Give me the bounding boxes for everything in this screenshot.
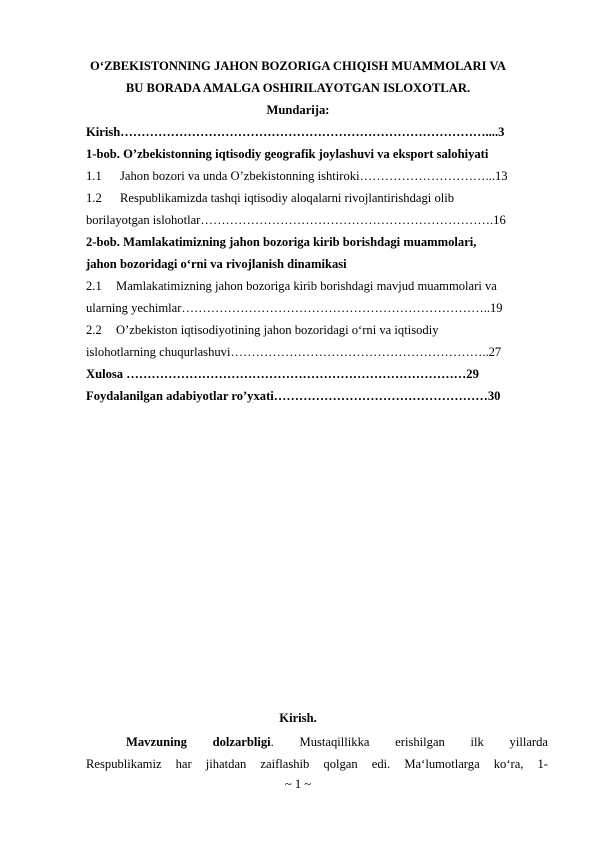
toc-section-text: Mamlakatimizning jahon bozoriga kirib borishdagi mavjud muammolari va (116, 279, 497, 293)
toc-entry-2-1 (86, 278, 497, 294)
intro-line-1-rest: . Mustaqillikka erishilgan ilk yillarda (270, 735, 548, 749)
toc-entry-2-2 (86, 322, 439, 338)
toc-heading: Mundarija: (266, 103, 330, 117)
toc-section-number: 1.1 (86, 169, 102, 183)
intro-lead-bold: Mavzuning dolzarbligi (126, 735, 271, 749)
title-line-1: O‘ZBEKISTONNING JAHON BOZORIGA CHIQISH MUAMMOLARI VA (89, 59, 506, 73)
toc-chapter-1: 1-bob. O’zbekistonning iqtisodiy geografik joylashuvi va eksport salohiyati (86, 147, 489, 161)
toc-entry-2-2-cont: islohotlarning chuqurlashuvi……………………………………………………..27 (86, 345, 502, 359)
page-number: ~ 1 ~ (284, 777, 312, 791)
intro-paragraph-line-1 (86, 734, 548, 750)
toc-chapter-2-line-2: jahon bozoridagi o‘rni va rivojlanish dinamikasi (86, 257, 347, 271)
intro-heading: Kirish. (279, 711, 317, 725)
toc-chapter-2-line-1: 2-bob. Mamlakatimizning jahon bozoriga kirib borishdagi muammolari, (86, 235, 477, 249)
toc-entry-1-2-cont: borilayotgan islohotlar…………………………………………………………….16 (86, 213, 506, 227)
toc-section-number: 1.2 (86, 191, 102, 205)
toc-section-text: O’zbekiston iqtisodiyotining jahon bozoridagi o‘rni va iqtisodiy (116, 323, 439, 337)
toc-section-number: 2.2 (86, 323, 102, 337)
toc-entry-2-1-cont: ularning yechimlar………………………………………………………………..19 (86, 301, 503, 315)
toc-section-text: Respublikamizda tashqi iqtisodiy aloqalarni rivojlantirishdagi olib (120, 191, 455, 205)
toc-entry-xulosa: Xulosa ………………………………………………………………………29 (86, 367, 479, 381)
toc-entry-kirish: Kirish……………………………………………………………………………....3 (86, 125, 505, 139)
toc-entry-adabiyotlar: Foydalanilgan adabiyotlar ro’yxati……………………………………………30 (86, 389, 501, 403)
toc-section-text: Jahon bozori va unda O’zbekistonning ishtiroki…………………………...13 (120, 169, 508, 183)
toc-entry-1-1 (86, 168, 508, 184)
intro-paragraph-line-2: Respublikamiz har jihatdan zaiflashib qolgan edi. Ma‘lumotlarga ko‘ra, 1- (86, 757, 548, 771)
toc-entry-1-2 (86, 190, 454, 206)
title-line-2: BU BORADA AMALGA OSHIRILAYOTGAN ISLOXOTLAR. (125, 81, 471, 95)
toc-section-number: 2.1 (86, 279, 102, 293)
